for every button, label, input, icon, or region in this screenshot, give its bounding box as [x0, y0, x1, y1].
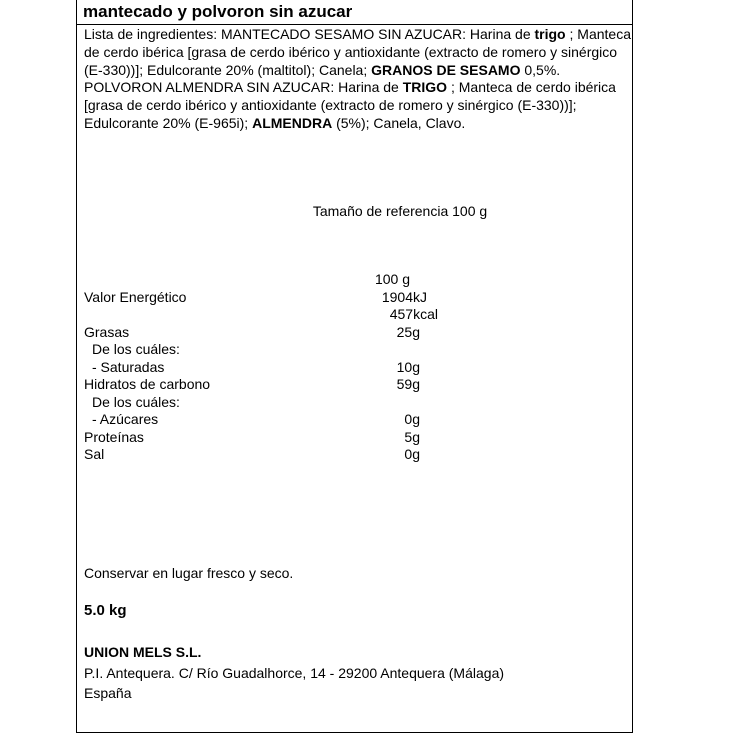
- storage-instructions: Conservar en lugar fresco y seco.: [84, 565, 294, 581]
- company-country: España: [84, 685, 132, 701]
- ingredients-text-2: ; Manteca de cerdo ibérica [grasa de cerdo ibérico y antioxidante (extracto de romero y sinérgico (E-330))]; Edulcorante 20% (maltitol); Canela;: [84, 26, 631, 78]
- nutrition-label: Grasas: [84, 324, 130, 340]
- allergen-almendra: ALMENDRA: [252, 114, 333, 131]
- nutrition-label: - Azúcares: [92, 411, 159, 427]
- company-address: P.I. Antequera. C/ Río Guadalhorce, 14 - 29200 Antequera (Málaga): [84, 665, 505, 681]
- nutrition-label: Hidratos de carbono: [84, 376, 211, 392]
- ingredients-text-5: (5%); Canela, Clavo.: [332, 114, 466, 131]
- reference-size: Tamaño de referencia 100 g: [312, 203, 488, 219]
- nutrition-value: 0g: [404, 411, 420, 427]
- nutrition-value: 1904kJ: [381, 289, 427, 305]
- net-weight: 5.0 kg: [84, 602, 127, 619]
- allergen-sesamo: GRANOS DE SESAMO: [371, 61, 521, 78]
- title-divider: [76, 24, 633, 25]
- nutrition-label: Sal: [84, 446, 105, 462]
- nutrition-value: 5g: [404, 429, 420, 445]
- ingredients-text-3: 0,5%. POLVORON ALMENDRA SIN AZUCAR: Harina de: [84, 61, 561, 96]
- ingredients-list: [84, 26, 632, 133]
- ingredients-text-4: ; Manteca de cerdo ibérica [grasa de cerdo ibérico y antioxidante (extracto de romero y sinérgico (E-330))]; Edulcorante 20% (E-965i);: [84, 79, 616, 131]
- nutrition-value: 25g: [396, 324, 420, 340]
- ingredients-text-1: Lista de ingredientes: MANTECADO SESAMO SIN AZUCAR: Harina de: [84, 26, 535, 42]
- nutrition-value: 59g: [396, 376, 420, 392]
- allergen-trigo: trigo: [534, 26, 566, 42]
- nutrition-label: De los cuáles:: [92, 341, 180, 357]
- nutrition-value: 457kcal: [389, 306, 438, 322]
- nutrition-label: De los cuáles:: [92, 394, 180, 410]
- allergen-trigo-2: TRIGO: [402, 79, 448, 96]
- nutrition-label: - Saturadas: [92, 359, 165, 375]
- nutrition-label: Valor Energético: [84, 289, 187, 305]
- company-name: UNION MELS S.L.: [84, 644, 202, 660]
- product-title: mantecado y polvoron sin azucar: [83, 2, 353, 21]
- nutrition-column-header: 100 g: [374, 271, 410, 287]
- nutrition-value: 0g: [404, 446, 420, 462]
- nutrition-label: Proteínas: [84, 429, 144, 445]
- nutrition-value: 10g: [396, 359, 420, 375]
